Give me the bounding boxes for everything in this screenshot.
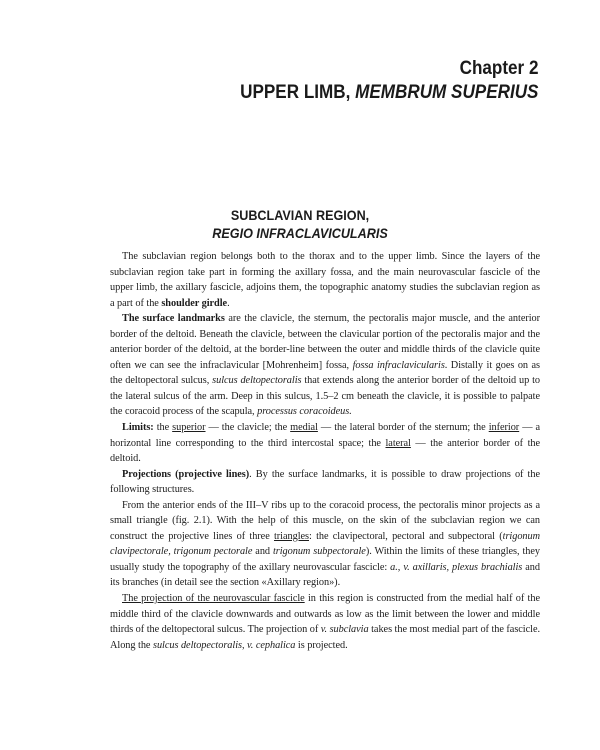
chapter-title-latin: MEMBRUM SUPERIUS bbox=[354, 82, 538, 103]
latin-term: fossa infraclavicularis bbox=[352, 359, 445, 371]
text-run: — the clavicle; the bbox=[205, 422, 291, 434]
underlined-term: lateral bbox=[385, 437, 411, 449]
text-run: and bbox=[252, 546, 273, 558]
underlined-term: medial bbox=[290, 422, 318, 434]
section-title: SUBCLAVIAN REGION, bbox=[230, 207, 370, 223]
chapter-number: Chapter 2 bbox=[459, 58, 538, 79]
text-run: are the clavicle, the sternum, the pectoralis major muscle, and the anterior border of the deltoid. Beneath the clavicle, between the clavicular portion of the pectoralis major and the anterior border of the deltoid, at the border-line between the outer and middle thirds of the clavicle quite often we can see the infraclavicular [Mohrenheim] fossa, bbox=[110, 313, 540, 371]
paragraph-limits bbox=[110, 420, 540, 467]
underlined-term: The projection of the neurovascular fascicle bbox=[122, 593, 305, 605]
paragraph-fascicle-projection bbox=[110, 591, 540, 653]
underlined-term: superior bbox=[172, 422, 206, 434]
latin-term: sulcus deltopectoralis bbox=[212, 375, 302, 387]
section-title-latin: REGIO INFRACLAVICULARIS bbox=[212, 225, 388, 241]
body-text bbox=[110, 249, 540, 653]
text-run: ). Within the limits of these triangles, they usually study the topography of the axillary neurovascular fascicle: bbox=[110, 546, 540, 573]
text-run: From the anterior ends of the III–V ribs up to the coracoid process, the pectoralis minor projects as a small triangle (fig. 2.1). With the help of this muscle, on the skin of the subclavian region we can construct the projective lines of three bbox=[110, 499, 540, 542]
chapter-heading bbox=[207, 58, 538, 104]
latin-term: trigonum clavipectorale, trigonum pectorale bbox=[110, 530, 540, 558]
text-run: The subclavian region belongs both to the thorax and to the upper limb. Since the layers of the subclavian region take part in forming the axillary fossa, and the main neurovascular fascicle of the upper limb, the axillary fascicle, adjoins them, the topographic anatomy studies the subclavian region as a part of the bbox=[110, 251, 540, 309]
text-run: in this region is constructed from the medial half of the middle third of the clavicle downwards and outwards as low as the limit between the lower and middle thirds of the deltopectoral sulcus. The projection of bbox=[110, 593, 540, 636]
text-run: — the anterior border of the deltoid. bbox=[110, 437, 540, 465]
latin-term: trigonum subpectorale bbox=[272, 546, 366, 558]
section-heading bbox=[0, 206, 600, 242]
bold-term: Limits: bbox=[122, 422, 154, 434]
latin-term: v. subclavia bbox=[320, 624, 369, 636]
paragraph-intro bbox=[110, 249, 540, 311]
text-run: . bbox=[227, 297, 230, 309]
text-run: and its branches (in detail see the section «Axillary region»). bbox=[110, 561, 540, 589]
bold-term: Projections (projective lines) bbox=[122, 468, 250, 480]
paragraph-pectoralis-minor bbox=[110, 498, 540, 591]
latin-term: a., v. axillaris, plexus brachialis bbox=[390, 561, 523, 573]
chapter-title bbox=[240, 82, 538, 104]
text-run: . Distally it goes on as the deltopectoral sulcus, bbox=[110, 359, 540, 387]
bold-term: shoulder girdle bbox=[161, 297, 228, 309]
paragraph-projections bbox=[110, 467, 540, 498]
text-run: that extends along the anterior border of the deltoid up to the lateral sulcus of the arm. Deep in this sulcus, 1.5–2 cm beneath the clavicle, it is possible to palpate the coracoid process of the scapula, bbox=[110, 375, 540, 418]
text-run: is projected. bbox=[295, 639, 348, 651]
text-run: : the clavipectoral, pectoral and subpectoral ( bbox=[309, 530, 503, 542]
bold-term: The surface landmarks bbox=[122, 313, 225, 325]
paragraph-landmarks bbox=[110, 311, 540, 420]
text-run: — a horizontal line corresponding to the third intercostal space; the bbox=[110, 422, 540, 449]
text-run: — the lateral border of the sternum; the bbox=[317, 422, 489, 434]
text-run: . By the surface landmarks, it is possible to draw projections of the following structures. bbox=[110, 468, 540, 496]
text-run: takes the most medial part of the fascicle. Along the bbox=[110, 624, 540, 651]
underlined-term: inferior bbox=[488, 422, 520, 434]
underlined-term: triangles bbox=[273, 530, 309, 542]
chapter-title-plain: UPPER LIMB, bbox=[239, 82, 355, 103]
text-run: the bbox=[153, 422, 173, 434]
latin-term: sulcus deltopectoralis, v. cephalica bbox=[152, 639, 296, 651]
latin-term: processus coracoideus. bbox=[257, 406, 352, 418]
